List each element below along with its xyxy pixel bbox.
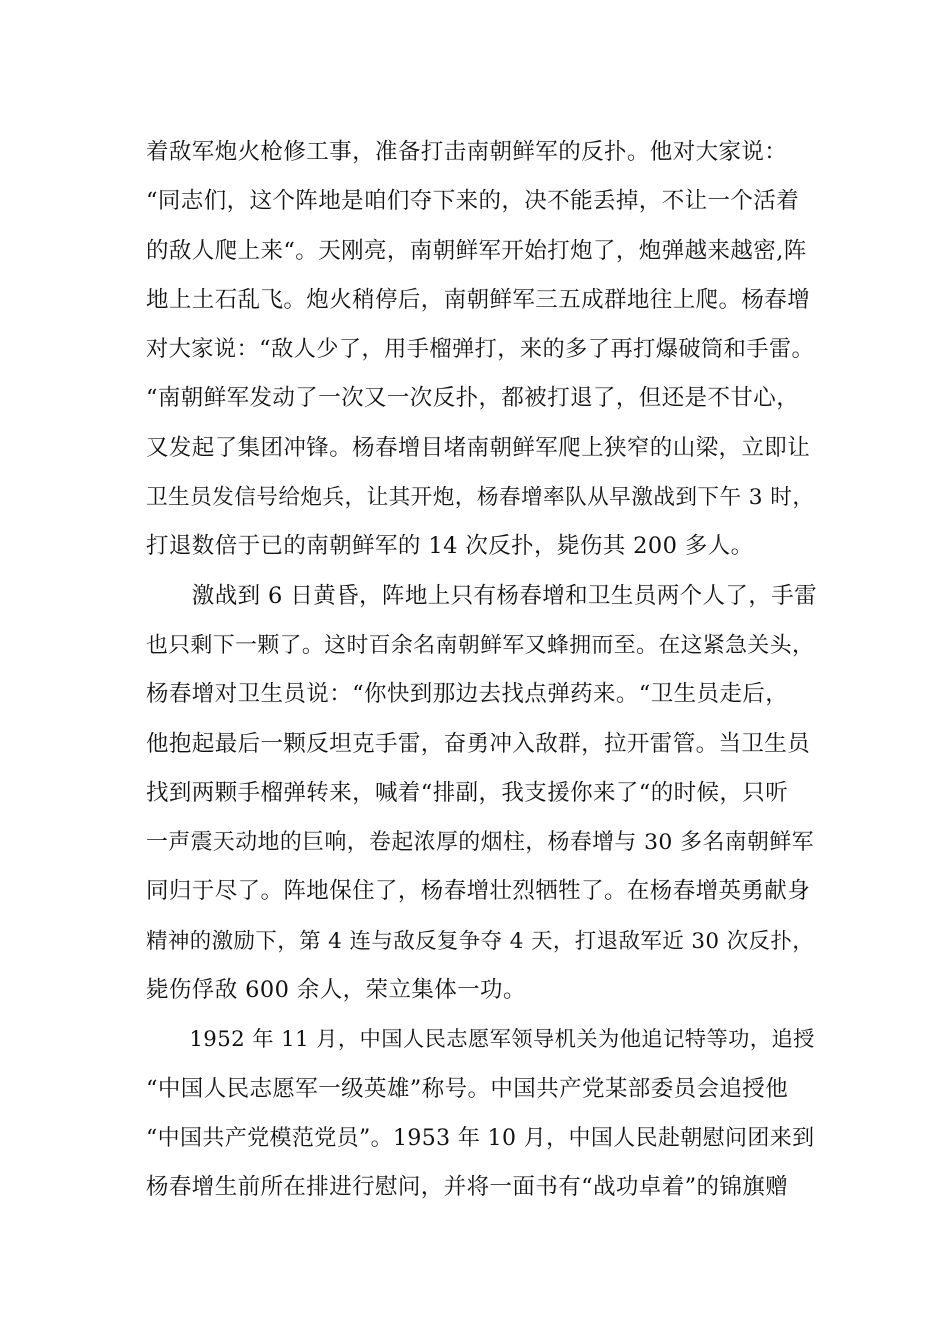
text-line: 着敌军炮火枪修工事，准备打击南朝鲜军的反扑。他对大家说： [146,139,788,165]
text-line: 杨春增对卫生员说：“你快到那边去找点弹药来。“卫生员走后， [146,681,789,708]
text-line: 的敌人爬上来“。天刚亮，南朝鲜军开始打炮了，炮弹越来越密,阵 [146,237,807,264]
text-line: 对大家说：“敌人少了，用手榴弹打，来的多了再打爆破筒和手雷。 [146,336,815,363]
body-text [146,128,821,1213]
text-line: 毙伤俘敌 600 余人，荣立集体一功。 [146,977,526,1004]
text-line: 卫生员发信号给炮兵，让其开炮，杨春增率队从早激战到下午 3 时， [146,485,815,511]
text-line: 杨春增生前所在排进行慰问，并将一面书有“战功卓着”的锦旗赠 [146,1174,789,1201]
text-line: 一声震天动地的巨响，卷起浓厚的烟柱，杨春增与 30 多名南朝鲜军 [146,830,814,856]
text-line: 他抱起最后一颗反坦克手雷，奋勇冲入敌群，拉开雷管。当卫生员 [146,730,811,757]
text-line: 找到两颗手榴弹转来，喊着“排副，我支援你来了“的时候，只听 [146,779,789,806]
text-line: 地上土石乱飞。炮火稍停后，南朝鲜军三五成群地往上爬。杨春增 [146,286,811,313]
text-line: 同归于尽了。阵地保住了，杨春增壮烈牺牲了。在杨春增英勇献身 [146,878,811,905]
text-line: “同志们，这个阵地是咱们夺下来的，决不能丢掉，不让一个活着 [146,188,800,215]
text-line: 1952 年 11 月，中国人民志愿军领导机关为他追记特等功，追授 [146,1027,815,1053]
text-line: 打退数倍于已的南朝鲜军的 14 次反扑，毙伤其 200 多人。 [146,533,754,560]
text-line: “中国人民志愿军一级英雄”称号。中国共产党某部委员会追授他 [146,1075,789,1102]
text-line: 精神的激励下，第 4 连与敌反复争夺 4 天，打退敌军近 30 次反扑， [146,928,815,954]
text-line: 也只剩下一颗了。这时百余名南朝鲜军又蜂拥而至。在这紧急关头， [146,632,815,658]
text-line: 激战到 6 日黄昏，阵地上只有杨春增和卫生员两个人了，手雷 [146,582,818,609]
text-line: “中国共产党模范党员”。1953 年 10 月，中国人民赴朝慰问团来到 [146,1125,815,1151]
text-line: 又发起了集团冲锋。杨春增目堵南朝鲜军爬上狭窄的山梁，立即让 [146,434,811,461]
text-line: “南朝鲜军发动了一次又一次反扑，都被打退了，但还是不甘心， [146,385,800,412]
